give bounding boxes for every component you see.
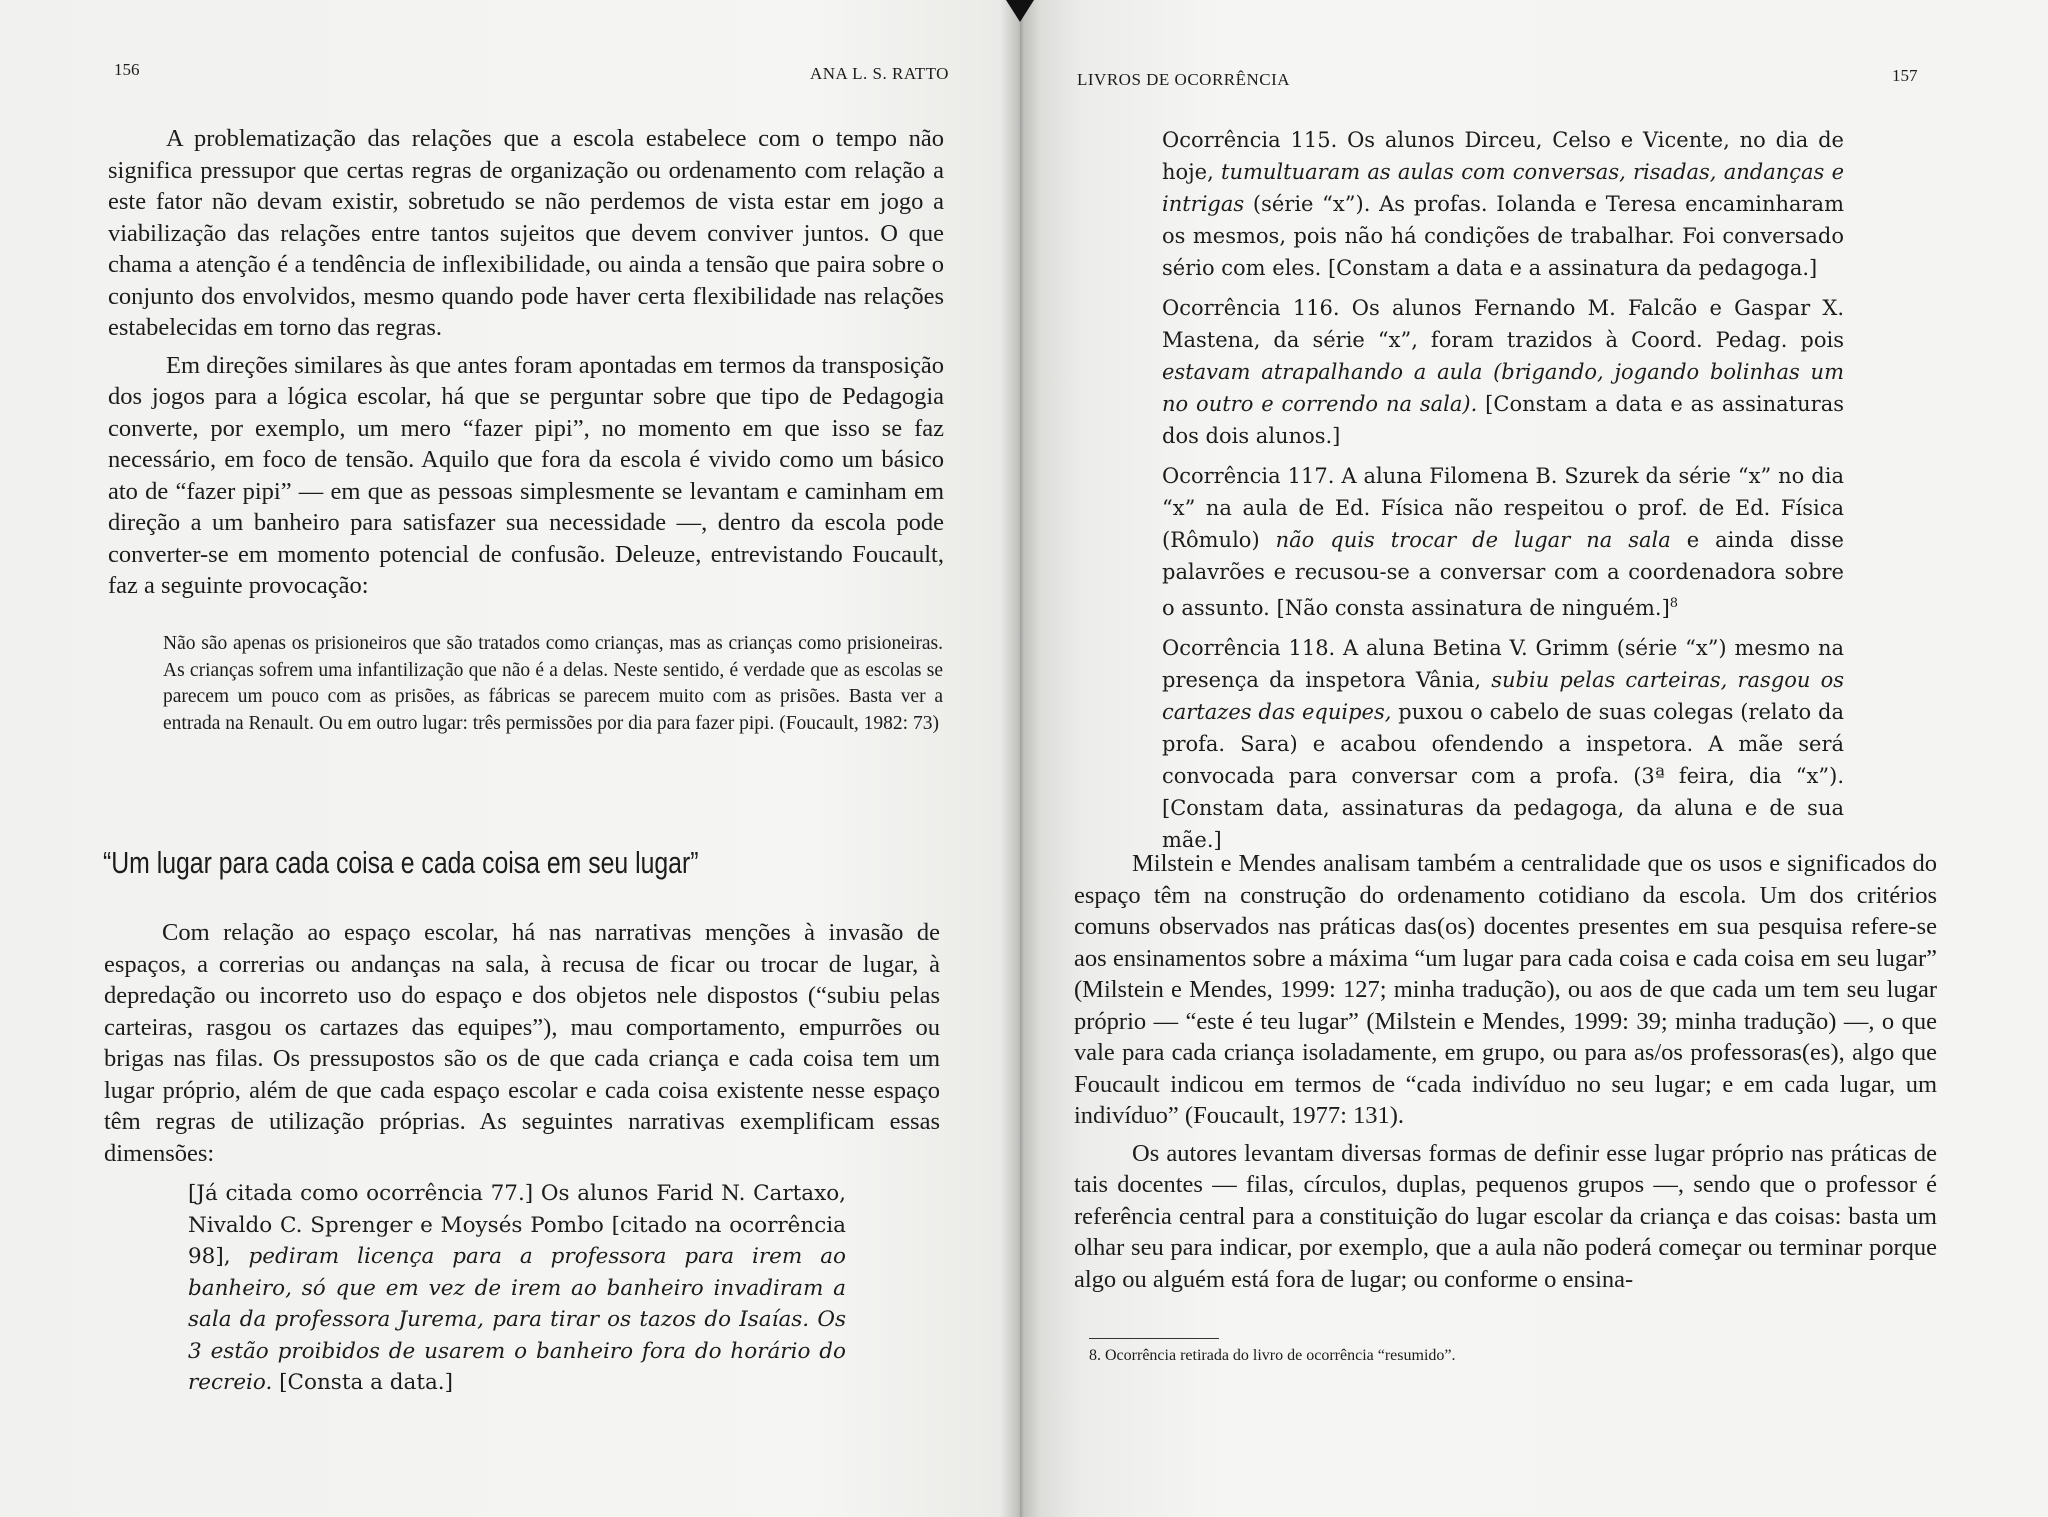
occurrence-label: Ocorrência 118. [1162, 636, 1336, 660]
left-body-text [108, 123, 944, 602]
page-number-left: 156 [114, 60, 140, 79]
footnote-marker: 8 [1669, 596, 1679, 611]
paragraph: A problematização das relações que a escola estabelece com o tempo não significa pressupor que certas regras de organização ou ordenamento com relação a este fator não devam existir, sobretudo se não perdemos de vista estar em jogo a viabilização das relações entre tantos sujeitos que devem conviver juntos. O que chama a atenção é a tendência de inflexibilidade, ou ainda a tensão que paira sobre o conjunto dos envolvidos, mesmo quando pode haver certa flexibilidade nas relações estabelecidas em torno das regras. [108, 125, 944, 341]
occurrence-115 [1162, 124, 1844, 284]
occurrence-text: A aluna Filomena B. Szurek da série “x” no dia “x” na aula de Ed. Física não respeitou o prof. de Ed. Física (Rômulo) [1162, 464, 1844, 552]
occurrence-text: puxou o cabelo de suas colegas (relato da profa. Sara) e acabou ofendendo a inspetora. A mãe será convocada para conversar com a profa. (3ª feira, dia “x”). [Constam data, assinaturas da pedagoga, da aluna e de sua mãe.] [1162, 700, 1845, 852]
left-page [0, 0, 1020, 1517]
occurrence-text: A aluna Betina V. Grimm (série “x”) mesmo na presença da inspetora Vânia, [1162, 636, 1844, 692]
occurrence-text: Os alunos Fernando M. Falcão e Gaspar X. Mastena, da série “x”, foram trazidos à Coord. Pedag. pois [1162, 296, 1844, 352]
narrative-quote [188, 1178, 846, 1407]
occurrence-118 [1162, 632, 1844, 856]
occurrence-label: Ocorrência 115. [1162, 128, 1338, 152]
spine-notch [1006, 0, 1034, 22]
book-gutter [1000, 0, 1040, 1517]
occurrence-label: Ocorrência 117. [1162, 464, 1335, 488]
footnote: 8. Ocorrência retirada do livro de ocorrência “resumido”. [1089, 1347, 1456, 1364]
running-head-left: ANA L. S. RATTO [810, 64, 949, 83]
occurrence-italic: tumultuaram as aulas com conversas, risadas, andanças e intrigas [1162, 160, 1844, 216]
right-body-text [1074, 848, 1937, 1295]
running-head-right: LIVROS DE OCORRÊNCIA [1077, 70, 1291, 89]
occurrence-117 [1162, 460, 1844, 624]
occurrence-italic: estavam atrapalhando a aula (brigando, jogando bolinhas um no outro e correndo na sala). [1162, 360, 1844, 416]
occurrence-label: Ocorrência 116. [1162, 296, 1340, 320]
block-quote: Não são apenas os prisioneiros que são tratados como crianças, mas as crianças como prisioneiras. As crianças sofrem uma infantilização que não é a delas. Neste sentido, é verdade que as escolas se parecem um pouco com as prisões, as fábricas se parecem muito com as prisões. Basta ver a entrada na Renault. Ou em outro lugar: três permissões por dia para fazer pipi. (Foucault, 1982: 73) [163, 633, 943, 734]
paragraph: Milstein e Mendes analisam também a centralidade que os usos e significados do espaço têm na construção do ordenamento cotidiano da escola. Um dos critérios comuns observados nas práticas das(os) docentes presentes em sua pesquisa refere-se aos ensinamentos sobre a máxima “um lugar para cada coisa e cada coisa em seu lugar” (Milstein e Mendes, 1999: 127; minha tradução), ou aos de que cada um tem seu lugar próprio — “este é teu lugar” (Milstein e Mendes, 1999: 39; minha tradução) —, o que vale para cada criança isoladamente, em grupo, ou para as/os professoras(es), algo que Foucault indicou em termos de “cada indivíduo no seu lugar; e em cada lugar, um indivíduo” (Foucault, 1977: 131). [1074, 850, 1937, 1129]
occurrence-list [1162, 124, 1844, 864]
section-title: “Um lugar para cada coisa e cada coisa em seu lugar” [103, 845, 699, 880]
occurrence-text: e ainda disse palavrões e recusou-se a conversar com a coordenadora sobre o assunto. [Não consta assinatura de ninguém.] [1162, 528, 1844, 620]
narrative-intro: [Já citada como ocorrência 77.] Os alunos Farid N. Cartaxo, Nivaldo C. Sprenger e Moysés Pombo [citado na ocorrência 98], [188, 1181, 846, 1269]
occurrence-text: (série “x”). As profas. Iolanda e Teresa encaminharam os mesmos, pois não há condições de trabalhar. Foi conversado sério com eles. [Constam a data e a assinatura da pedagoga.] [1162, 192, 1844, 280]
page-number-right: 157 [1892, 66, 1918, 85]
right-page [1020, 0, 2048, 1517]
narrative-paragraph [188, 1178, 846, 1399]
footnote-divider [1089, 1338, 1219, 1339]
occurrence-116 [1162, 292, 1844, 452]
narrative-end: [Consta a data.] [272, 1370, 454, 1395]
paragraph: Com relação ao espaço escolar, há nas narrativas menções à invasão de espaços, a correrias ou andanças na sala, à recusa de ficar ou trocar de lugar, à depredação ou incorreto uso do espaço e dos objetos nele dispostos (“subiu pelas carteiras, rasgou os cartazes das equipes”), mau comportamento, empurrões ou brigas nas filas. Os pressupostos são os de que cada criança e cada coisa tem um lugar próprio, além de que cada espaço escolar e cada coisa existente nesse espaço têm regras de utilização próprias. As seguintes narrativas exemplificam essas dimensões: [104, 919, 940, 1167]
left-body-text-2 [104, 917, 940, 1169]
occurrence-italic: subiu pelas carteiras, rasgou os cartazes das equipes, [1162, 668, 1844, 724]
occurrence-italic: não quis trocar de lugar na sala [1275, 528, 1671, 552]
occurrence-text: [Constam a data e as assinaturas dos dois alunos.] [1162, 392, 1844, 448]
narrative-italic: pediram licença para a professora para irem ao banheiro, só que em vez de irem ao banheiro invadiram a sala da professora Jurema, para tirar os tazos do Isaías. Os 3 estão proibidos de usarem o banheiro fora do horário do recreio. [188, 1244, 846, 1395]
occurrence-text: Os alunos Dirceu, Celso e Vicente, no dia de hoje, [1162, 128, 1844, 184]
paragraph: Em direções similares às que antes foram apontadas em termos da transposição dos jogos para a lógica escolar, há que se perguntar sobre que tipo de Pedagogia converte, por exemplo, um mero “fazer pipi”, no momento em que isso se faz necessário, em foco de tensão. Aquilo que fora da escola é vivido como um básico ato de “fazer pipi” — em que as pessoas simplesmente se levantam e caminham em direção a um banheiro para satisfazer sua necessidade —, dentro da escola pode converter-se em momento potencial de confusão. Deleuze, entrevistando Foucault, faz a seguinte provocação: [108, 351, 944, 599]
paragraph: Os autores levantam diversas formas de definir esse lugar próprio nas práticas de tais docentes — filas, círculos, duplas, pequenos grupos —, sendo que o professor é referência central para a constituição do lugar escolar da criança e das coisas: basta um olhar seu para indicar, por exemplo, que a aula não poderá começar ou terminar porque algo ou alguém está fora de lugar; ou conforme o ensina- [1074, 1139, 1937, 1293]
